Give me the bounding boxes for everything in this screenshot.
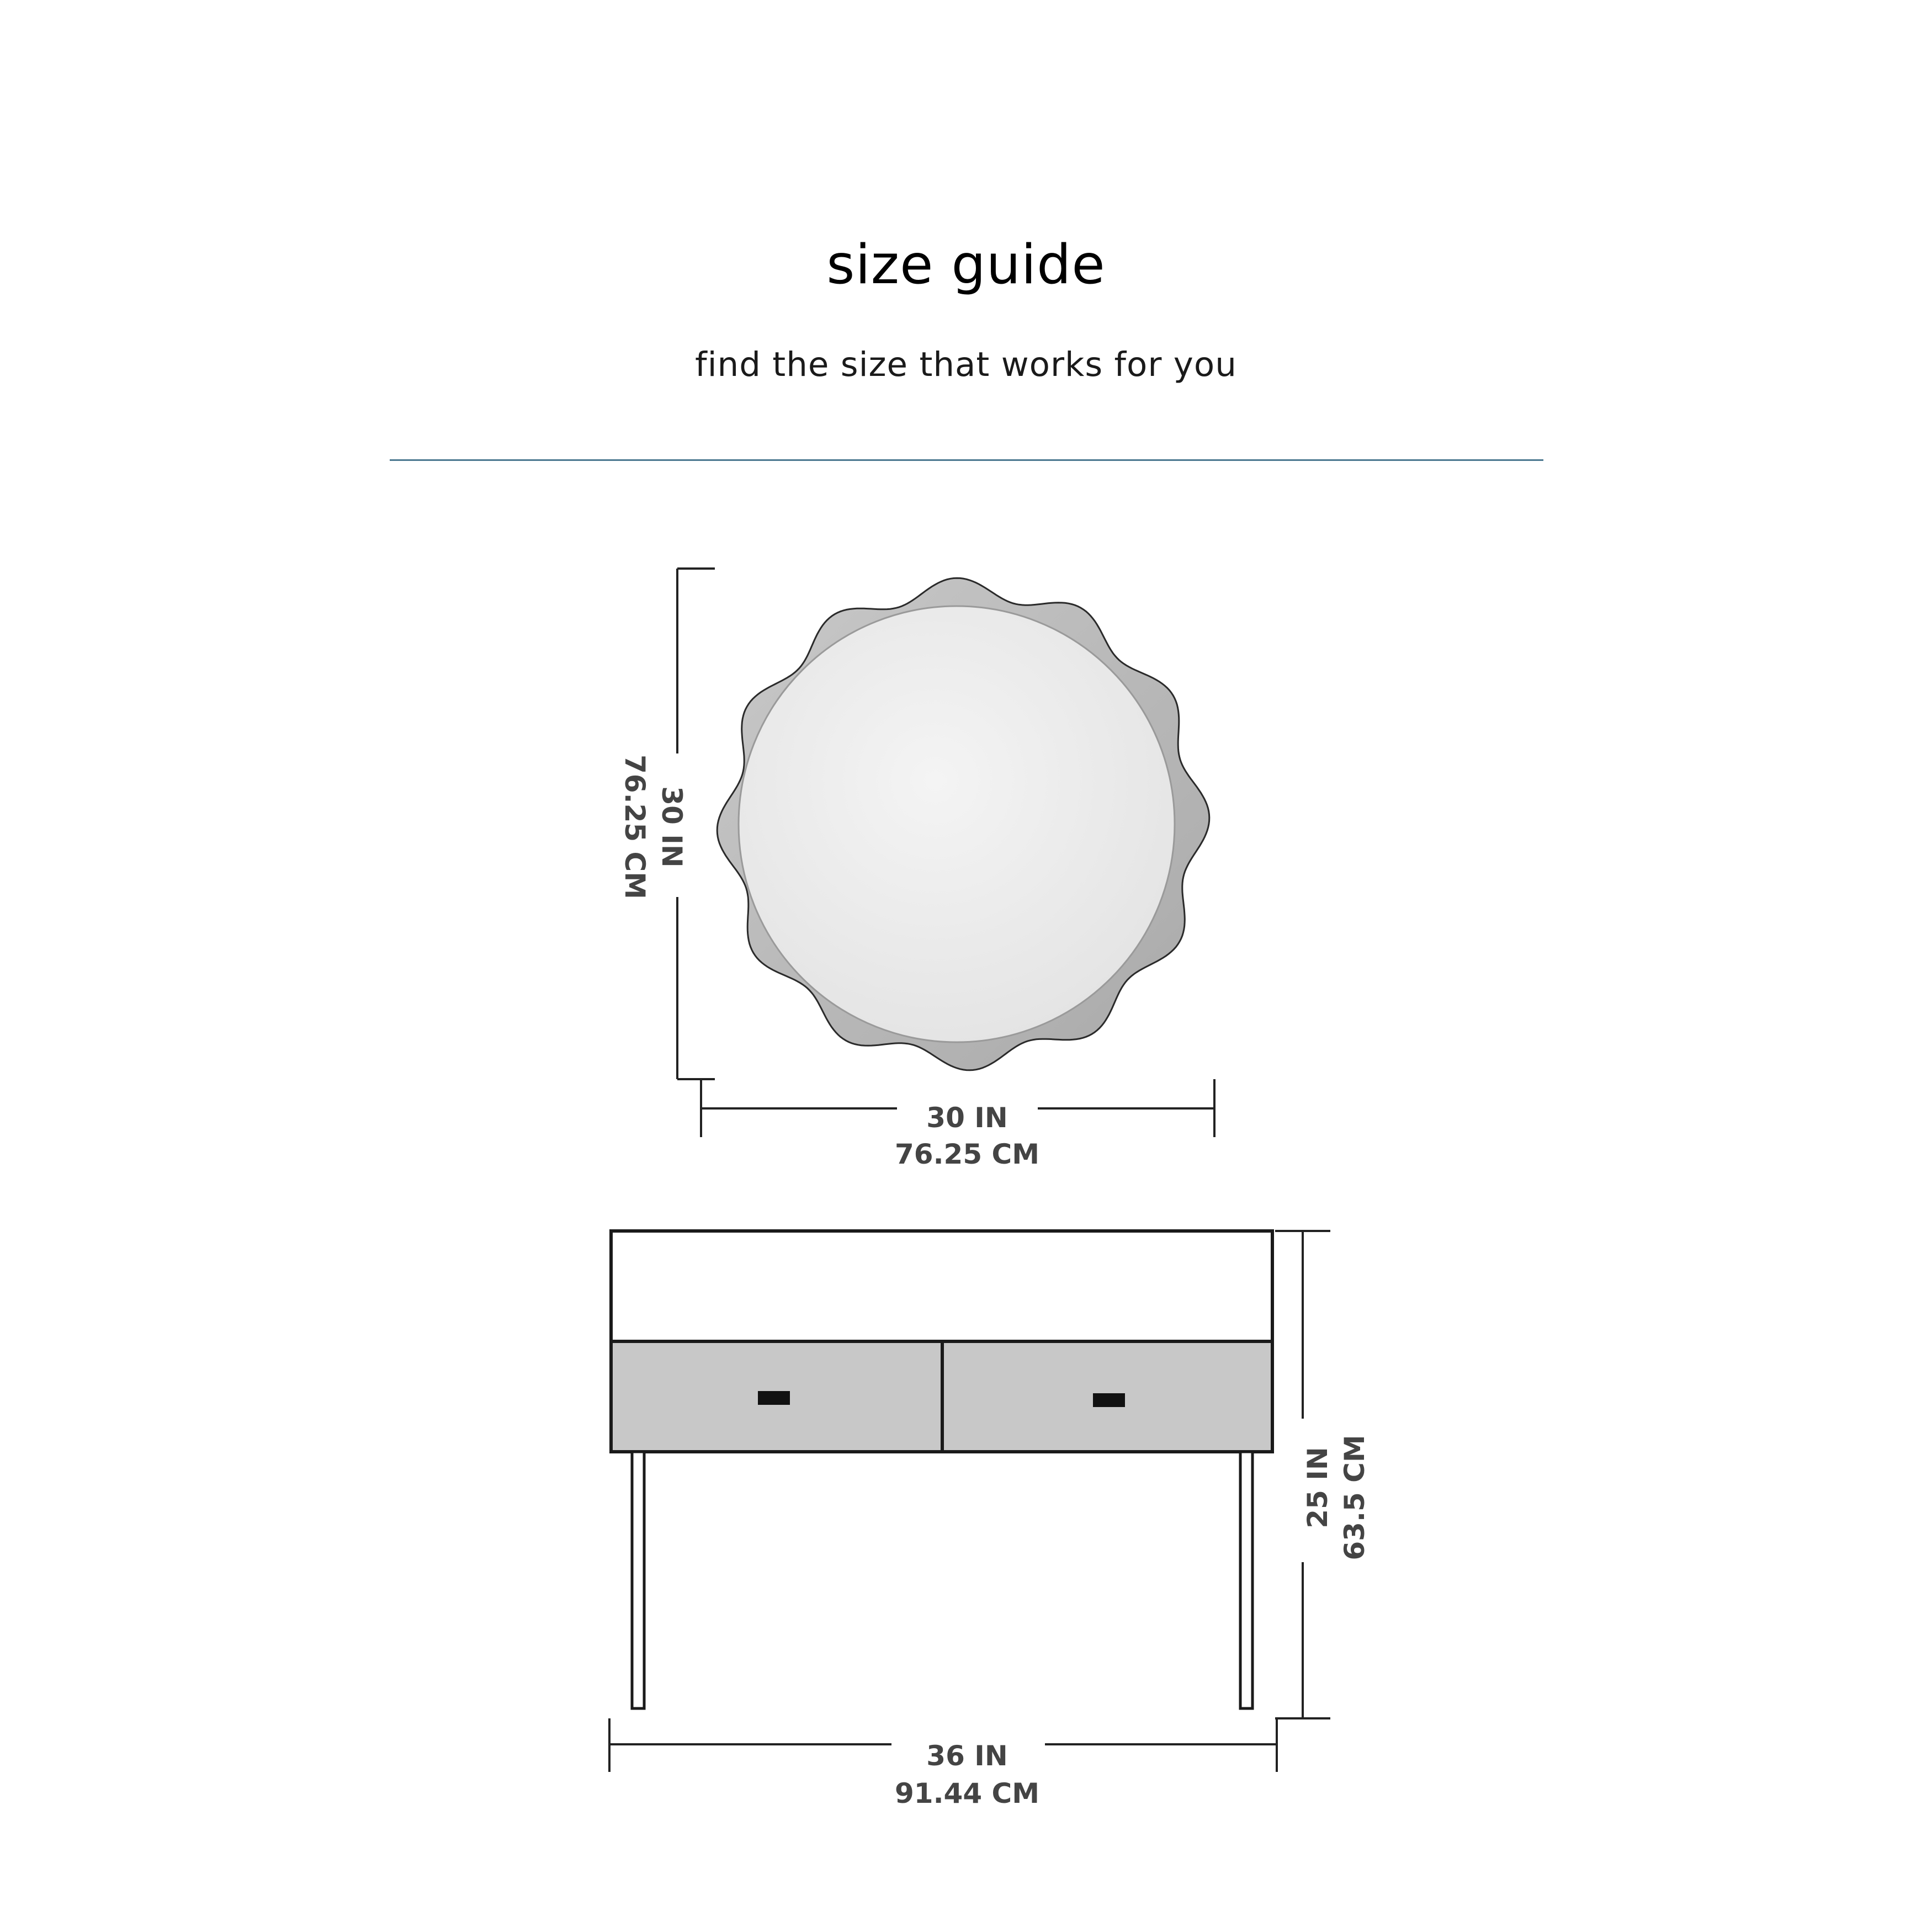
vanity-right-leg [1240,1452,1252,1708]
left-drawer-handle [758,1391,790,1405]
right-drawer-handle [1093,1393,1125,1407]
mirror-width-in-label: 30 IN [926,1102,1008,1134]
mirror-glass [739,606,1175,1042]
vanity-drawing [611,1231,1272,1708]
vanity-height-cm-label: 63.5 CM [1339,1435,1371,1561]
mirror-drawing [717,578,1209,1070]
page-subtitle: find the size that works for you [695,345,1237,384]
mirror-height-in-label: 30 IN [656,786,688,868]
vanity-height-in-label: 25 IN [1302,1447,1334,1528]
mirror-height-cm-label: 76.25 CM [619,754,651,900]
vanity-width-in-label: 36 IN [926,1740,1008,1772]
vanity-width-cm-label: 91.44 CM [894,1777,1040,1809]
vanity-top-panel [611,1231,1272,1341]
mirror-width-cm-label: 76.25 CM [894,1138,1040,1170]
page-title: size guide [826,233,1106,296]
vanity-left-leg [632,1452,644,1708]
